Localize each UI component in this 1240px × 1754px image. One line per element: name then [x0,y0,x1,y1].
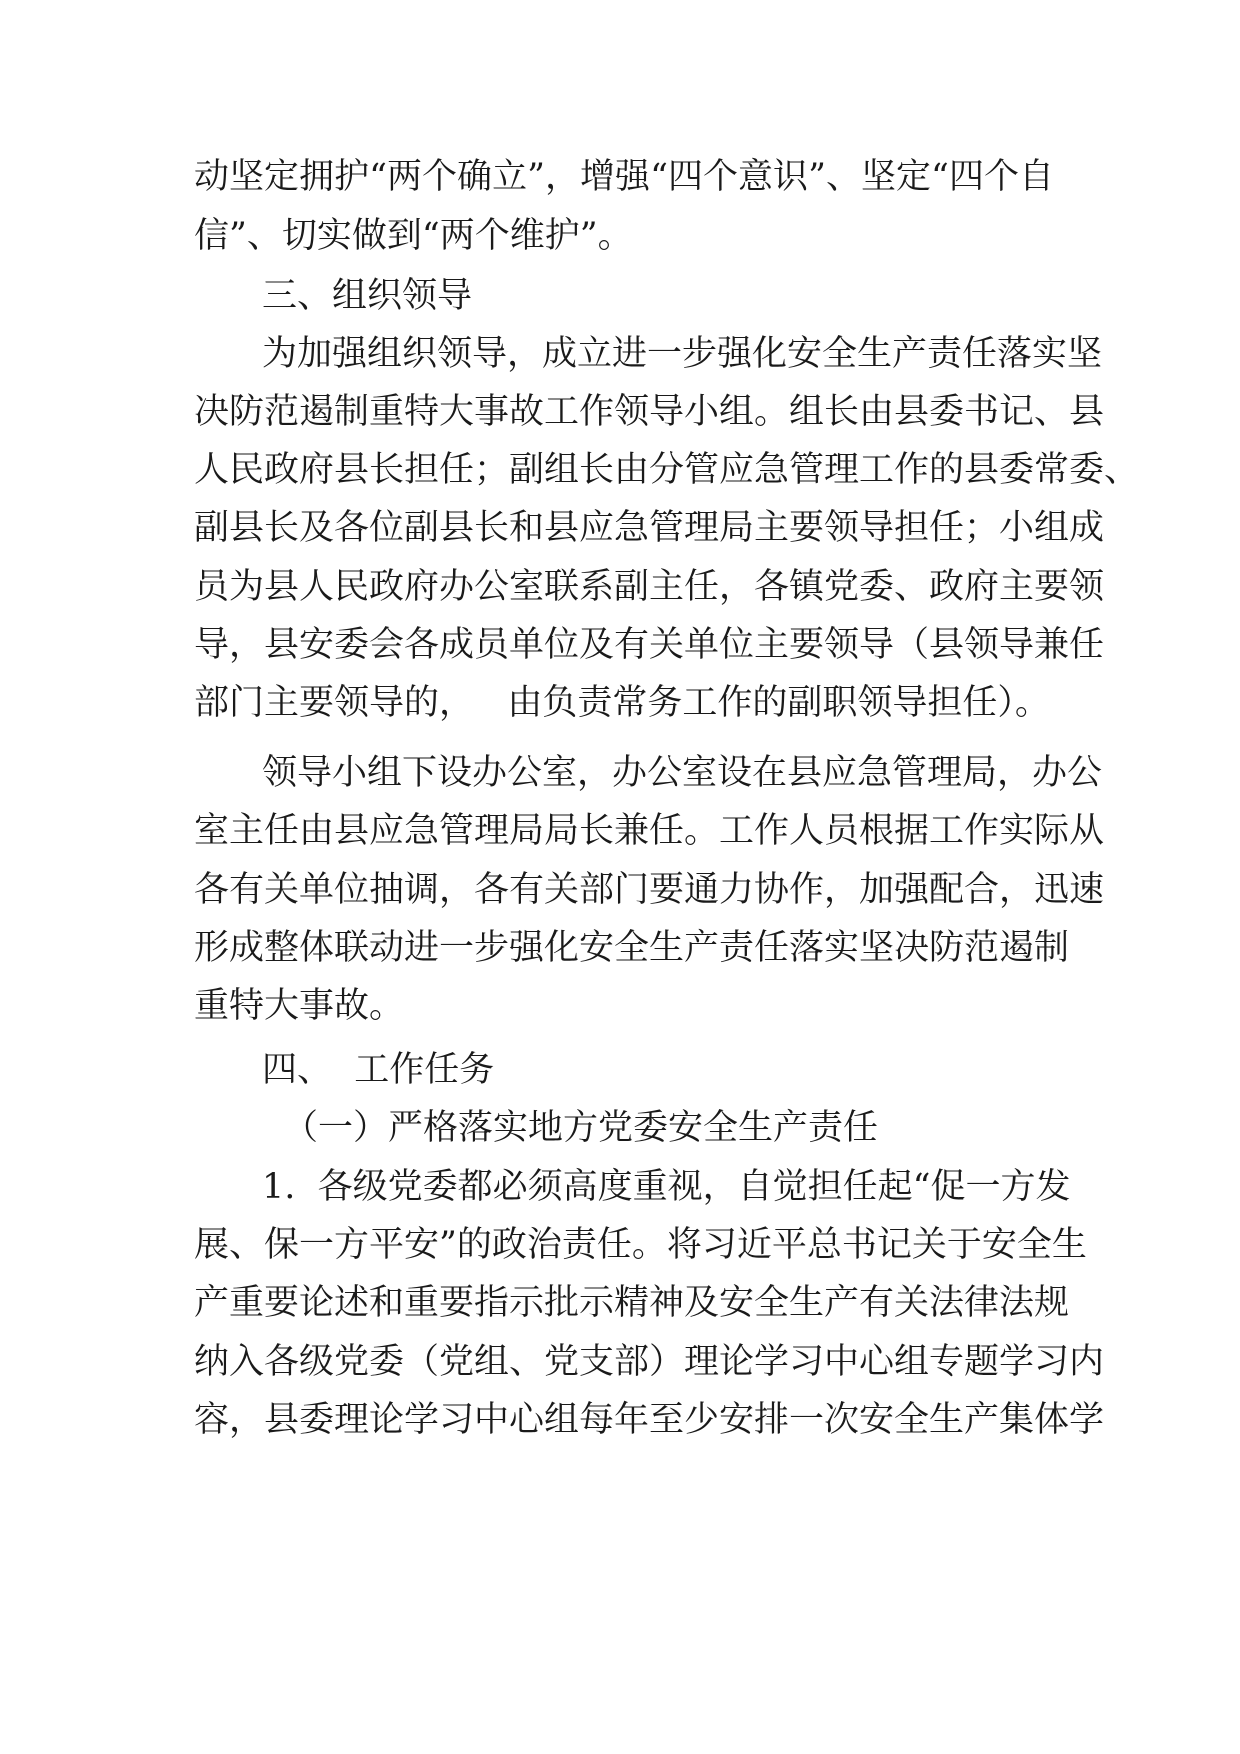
body-text-line: 导，县安委会各成员单位及有关单位主要领导（县领导兼任 [194,625,1105,665]
body-text-line: 领导小组下设办公室，办公室设在县应急管理局，办公 [262,753,1103,793]
section-heading: 三、组织领导 [262,276,473,316]
body-text-line: 1. 各级党委都必须高度重视，自觉担任起“促一方发 [262,1167,1071,1207]
body-text-line: 纳入各级党委（党组、党支部）理论学习中心组专题学习内 [194,1342,1105,1382]
body-text-line: 副县长及各位副县长和县应急管理局主要领导担任；小组成 [194,508,1105,548]
body-text-line: 形成整体联动进一步强化安全生产责任落实坚决防范遏制 [194,928,1070,968]
body-text-line: 室主任由县应急管理局局长兼任。工作人员根据工作实际从 [194,811,1105,851]
body-text-line: 容，县委理论学习中心组每年至少安排一次安全生产集体学 [194,1400,1105,1440]
body-text-line: 为加强组织领导，成立进一步强化安全生产责任落实坚 [262,334,1103,374]
body-text-line: 动坚定拥护“两个确立”，增强“四个意识”、坚定“四个自 [194,157,1054,197]
body-text-line: 员为县人民政府办公室联系副主任，各镇党委、政府主要领 [194,567,1105,607]
body-text-line: 决防范遏制重特大事故工作领导小组。组长由县委书记、县 [194,392,1105,432]
body-text-line: 重特大事故。 [194,986,405,1026]
subsection-heading: （一）严格落实地方党委安全生产责任 [283,1108,879,1148]
body-text-line: 产重要论述和重要指示批示精神及安全生产有关法律法规 [194,1283,1070,1323]
body-text-line: 信”、切实做到“两个维护”。 [194,216,633,256]
section-heading: 四、 工作任务 [262,1050,495,1090]
body-text-line: 人民政府县长担任；副组长由分管应急管理工作的县委常委、 [194,450,1140,490]
body-text-line: 各有关单位抽调，各有关部门要通力协作，加强配合，迅速 [194,870,1105,910]
body-text-line: 部门主要领导的， 由负责常务工作的副职领导担任）。 [194,683,1050,723]
body-text-line: 展、保一方平安”的政治责任。将习近平总书记关于安全生 [194,1225,1087,1265]
